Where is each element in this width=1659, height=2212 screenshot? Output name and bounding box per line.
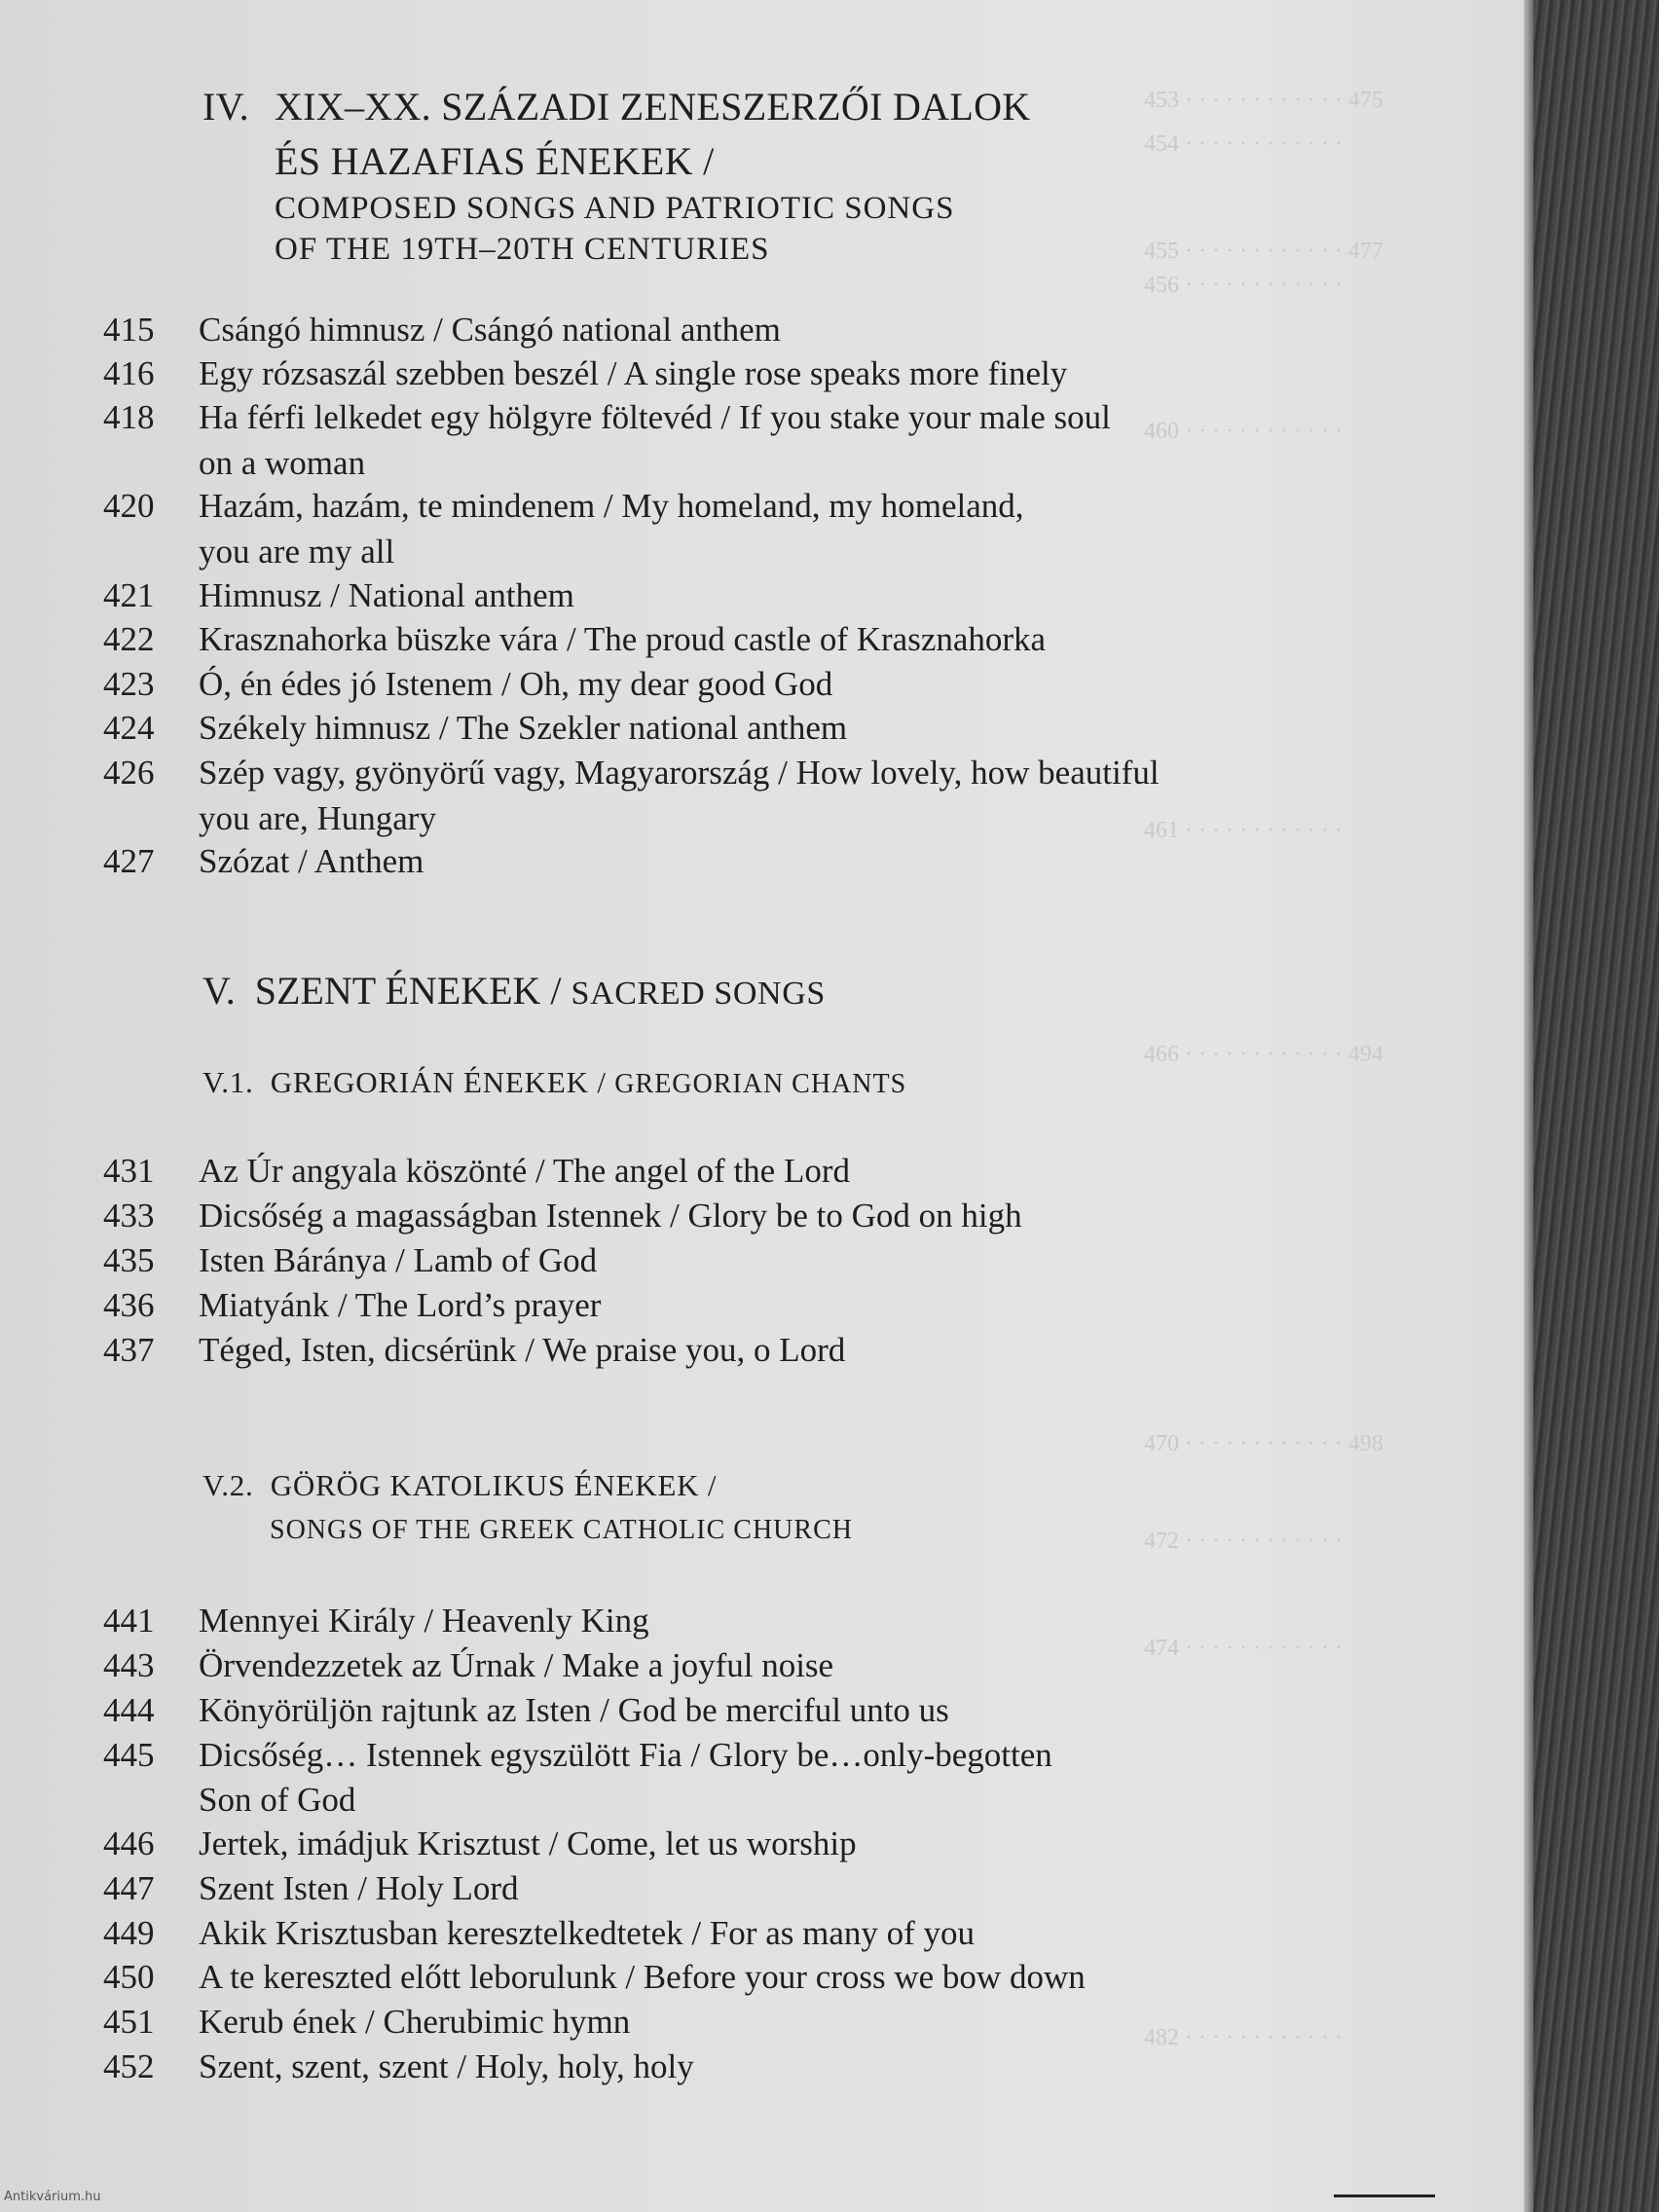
list-item: 441 Mennyei Király / Heavenly King <box>103 1602 649 1640</box>
list-item-continuation: you are, Hungary <box>199 799 436 837</box>
list-item-continuation: Son of God <box>199 1781 356 1819</box>
list-item-continuation: on a woman <box>199 444 366 482</box>
list-item: 446 Jertek, imádjuk Krisztust / Come, let us worship <box>103 1825 857 1862</box>
section-iv-title: IV. XIX–XX. SZÁZADI ZENESZERZŐI DALOK <box>203 85 1031 129</box>
list-item: 431 Az Úr angyala köszönté / The angel of the Lord <box>103 1152 850 1190</box>
subsection-v2-title: V.2. GÖRÖG KATOLIKUS ÉNEKEK / <box>203 1468 718 1502</box>
subsection-v1-title: V.1. GREGORIÁN ÉNEKEK / GREGORIAN CHANTS <box>203 1065 907 1099</box>
list-item: 422 Krasznahorka büszke vára / The proud castle of Krasznahorka <box>103 620 1047 658</box>
list-item: 435 Isten Báránya / Lamb of God <box>103 1241 598 1279</box>
watermark: Antikvárium.hu <box>4 2190 101 2204</box>
book-spine <box>1524 0 1659 2212</box>
list-item-continuation: you are my all <box>199 533 395 571</box>
list-item: 449 Akik Krisztusban keresztelkedtetek / For as many of you <box>103 1914 976 1952</box>
list-item: 427 Szózat / Anthem <box>103 842 424 880</box>
list-item: 416 Egy rózsaszál szebben beszél / A single rose speaks more finely <box>103 354 1068 392</box>
list-item: 418 Ha férfi lelkedet egy hölgyre föltevéd / If you stake your male soul <box>103 398 1111 436</box>
footer-rule <box>1334 2194 1435 2197</box>
subsection-v2-title-en: SONGS OF THE GREEK CATHOLIC CHURCH <box>270 1515 853 1545</box>
list-item: 443 Örvendezzetek az Úrnak / Make a joyful noise <box>103 1646 834 1684</box>
section-iv-number: IV. <box>203 85 249 129</box>
list-item: 451 Kerub ének / Cherubimic hymn <box>103 2003 631 2041</box>
list-item: 444 Könyörüljön rajtunk az Isten / God be merciful unto us <box>103 1691 949 1729</box>
list-item: 424 Székely himnusz / The Szekler national anthem <box>103 709 848 747</box>
list-item: 426 Szép vagy, gyönyörű vagy, Magyarország / How lovely, how beautiful <box>103 754 1160 792</box>
list-item: 436 Miatyánk / The Lord’s prayer <box>103 1286 602 1324</box>
list-item: 445 Dicsőség… Istennek egyszülött Fia / Glory be…only-begotten <box>103 1736 1052 1774</box>
list-item: 423 Ó, én édes jó Istenem / Oh, my dear good God <box>103 665 833 703</box>
list-item: 420 Hazám, hazám, te mindenem / My homeland, my homeland, <box>103 487 1024 525</box>
list-item: 437 Téged, Isten, dicsérünk / We praise you, o Lord <box>103 1331 846 1369</box>
section-iv-title-line2: ÉS HAZAFIAS ÉNEKEK / <box>275 139 715 183</box>
list-item: 447 Szent Isten / Holy Lord <box>103 1869 519 1907</box>
list-item: 450 A te kereszted előtt leborulunk / Before your cross we bow down <box>103 1958 1086 1996</box>
section-iv-subtitle-line2: OF THE 19TH–20TH CENTURIES <box>275 232 770 267</box>
list-item: 415 Csángó himnusz / Csángó national anthem <box>103 311 781 349</box>
list-item: 433 Dicsőség a magasságban Istennek / Glory be to God on high <box>103 1197 1022 1235</box>
list-item: 452 Szent, szent, szent / Holy, holy, holy <box>103 2047 694 2085</box>
section-v-title: V. SZENT ÉNEKEK / SACRED SONGS <box>203 969 826 1013</box>
book-page: 453 · · · · · · · · · · · · 475 454 · · · · · · · · · · · · 455 · · · · · · · · · · · · 477 456 · · · · · · · · · · · · 460 · · · · · · · · · · · · 461 · · · · · · · · · · · · 466 · · · · · · · · · · · · 494 470 · · · · · · · · · · · · 498 472 · · · · · · · · · · · · 474 · · · · · · · · · · · · 482 · · · · · · · · · · · · IV. XIX–XX. SZÁZADI ZENESZERZŐI DALOK ÉS HAZAFIAS ÉNEKEK / COMPOSED SONGS AND PATRIOTIC SONGS OF THE 19TH–20TH CENTURIES 415 Csángó himnusz / Csángó national anthem 416 Egy rózsaszál szebben beszél / A single rose speaks more finely 418 Ha férfi lelkedet egy hölgyre föltevéd / If you stake your male soul on a woman 420 Hazám, hazám, te mindenem / My homeland, my homeland, you are my all 421 Himnusz / National anthem 422 Krasznahorka büszke vára / The proud castle of Krasznahorka 423 Ó, én édes jó Istenem / Oh, my dear good God 424 Székely himnusz / The Szekler national anthem 426 Szép vagy, gyönyörű vagy, Magyarország / How lovely, how beautiful you are, Hungary 427 Szózat / Anthem V. SZENT ÉNEKEK / SACRED SONGS V.1. GREGORIÁN ÉNEKEK / GREGORIAN CHANTS 431 Az Úr angyala köszönté / The angel of the Lord 433 Dicsőség a magasságban Istennek / Glory be to God on high 435 Isten Báránya / Lamb of God 436 Miatyánk / The Lord’s prayer 437 Téged, Isten, dicsérünk / We praise you, o Lord V.2. GÖRÖG KATOLIKUS ÉNEKEK / SONGS OF THE GREEK CATHOLIC CHURCH 441 Mennyei Király / Heavenly King 443 Örvendezzetek az Úrnak / Make a joyful noise 444 Könyörüljön rajtunk az Isten / God be merciful unto us 445 Dicsőség… Istennek egyszülött Fia / Glory be…only-begotten Son of God 446 Jertek, imádjuk Krisztust / Come, let us worship 447 Szent Isten / Holy Lord 449 Akik Krisztusban keresztelkedtetek / For as many of you 450 A te kereszted előtt leborulunk / Before your cross we bow down 451 Kerub ének / Cherubimic hymn 452 Szent, szent, szent / Holy, holy, holy Antikvárium.hu <box>0 0 1524 2212</box>
list-item: 421 Himnusz / National anthem <box>103 576 574 614</box>
section-iv-subtitle-line1: COMPOSED SONGS AND PATRIOTIC SONGS <box>275 191 955 226</box>
